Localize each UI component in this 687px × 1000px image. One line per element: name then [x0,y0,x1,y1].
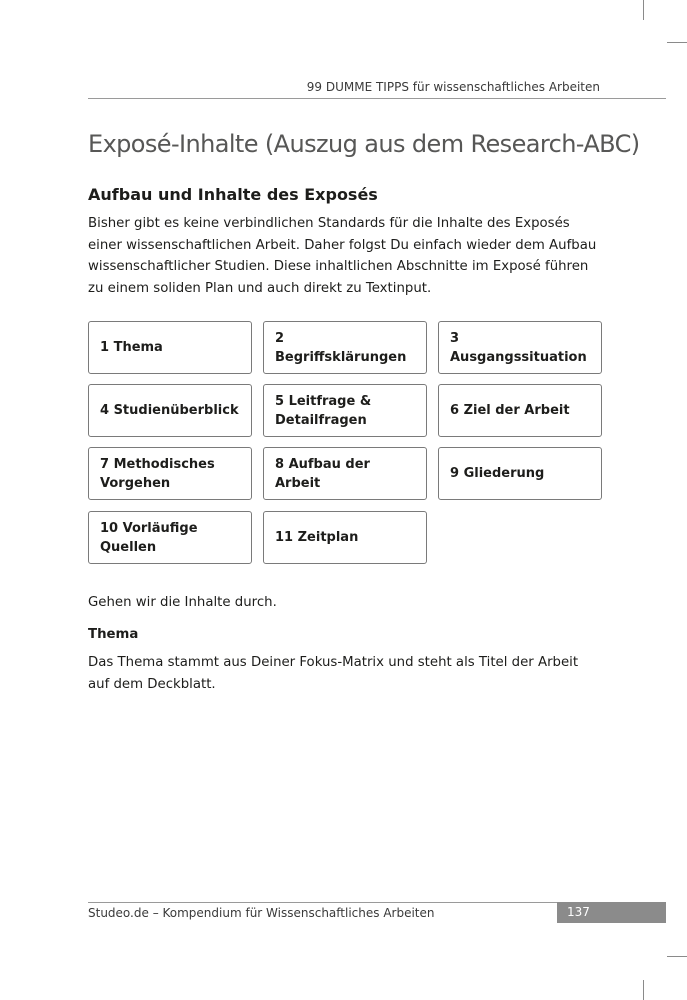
content-box-ziel: 6 Ziel der Arbeit [438,384,602,437]
content-box-quellen: 10 Vorläufige Quellen [88,511,252,564]
running-header [88,80,666,99]
thema-paragraph: Das Thema stammt aus Deiner Fokus-Matrix und steht als Titel der Arbeit auf dem Deckblatt. [88,655,579,692]
intro-paragraph: Bisher gibt es keine verbindlichen Standards für die Inhalte des Exposés einer wissenschaftlichen Arbeit. Daher folgst Du einfach wieder dem Aufbau wissenschaftlicher Studien. Diese inhaltlichen Abschnitte im Exposé führen zu einem soliden Plan und auch direkt zu Textinput. [88,216,597,296]
content-box-methodisches-vorgehen: 7 Methodisches Vorgehen [88,447,252,500]
content-box-studienueberblick: 4 Studienüberblick [88,384,252,437]
content-box-gliederung: 9 Gliederung [438,447,602,500]
running-header-title: 99 DUMME TIPPS für wissenschaftliches Arbeiten [306,80,600,94]
content-box-grid [88,321,603,566]
footer-text: Studeo.de – Kompendium für Wissenschaftliches Arbeiten [88,906,435,920]
crop-mark-bottom-horizontal [667,956,687,957]
content-box-leitfrage: 5 Leitfrage & Detailfragen [263,384,427,437]
content-box-aufbau: 8 Aufbau der Arbeit [263,447,427,500]
page-number: 137 [557,902,666,923]
crop-mark-bottom-vertical [643,980,644,1000]
page-title: Exposé-Inhalte (Auszug aus dem Research-ABC) [88,130,640,158]
content-box-begriffsklaerungen: 2 Begriffsklärungen [263,321,427,374]
content-box-zeitplan: 11 Zeitplan [263,511,427,564]
section-heading: Aufbau und Inhalte des Exposés [88,185,378,204]
transition-paragraph: Gehen wir die Inhalte durch. [88,595,277,610]
crop-mark-top-horizontal [667,42,687,43]
content-box-thema: 1 Thema [88,321,252,374]
crop-mark-top-vertical [643,0,644,20]
subheading-thema: Thema [88,627,139,642]
content-box-ausgangssituation: 3 Ausgangssituation [438,321,602,374]
